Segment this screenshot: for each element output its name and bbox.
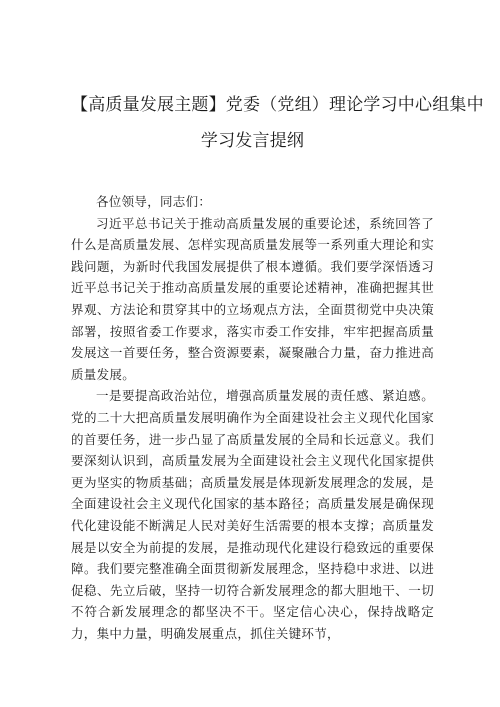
salutation: 各位领导，同志们： [96,194,212,209]
document-title-line-1: 【高质量发展主题】党委（党组）理论学习中心组集中 [71,95,484,115]
document-title-line-2: 学习发言提纲 [200,131,305,151]
paragraph-1: 习近平总书记关于推动高质量发展的重要论述，系统回答了什么是高质量发展、怎样实现高质量发展等一系列重大理论和实践问题，为新时代我国发展提供了根本遵循。我们要学深悟透习近平总书记关于推动高质量发展的重要论述精神，准确把握其世界观、方法论和贯穿其中的立场观点方法，全面贯彻党中央决策部署，按照省委工作要求，落实市委工作安排，牢牢把握高质量发展这一首要任务，整合资源要素，凝聚融合力量，奋力推进高质量发展。 [71,215,434,382]
document-body [71,191,434,644]
paragraph-2: 一是要提高政治站位，增强高质量发展的责任感、紧迫感。党的二十大把高质量发展明确作为全面建设社会主义现代化国家的首要任务，进一步凸显了高质量发展的全局和长远意义。我们要深刻认识到，高质量发展为全面建设社会主义现代化国家提供更为坚实的物质基础；高质量发展是体现新发展理念的发展，是全面建设社会主义现代化国家的基本路径；高质量发展是确保现代化建设能不断满足人民对美好生活需要的根本支撑；高质量发展是以安全为前提的发展，是推动现代化建设行稳致远的重要保障。我们要完整准确全面贯彻新发展理念，坚持稳中求进、以进促稳、先立后破，坚持一切符合新发展理念的都大胆地干、一切不符合新发展理念的都坚决不干。坚定信心决心，保持战略定力，集中力量，明确发展重点，抓住关键环节， [71,388,434,641]
